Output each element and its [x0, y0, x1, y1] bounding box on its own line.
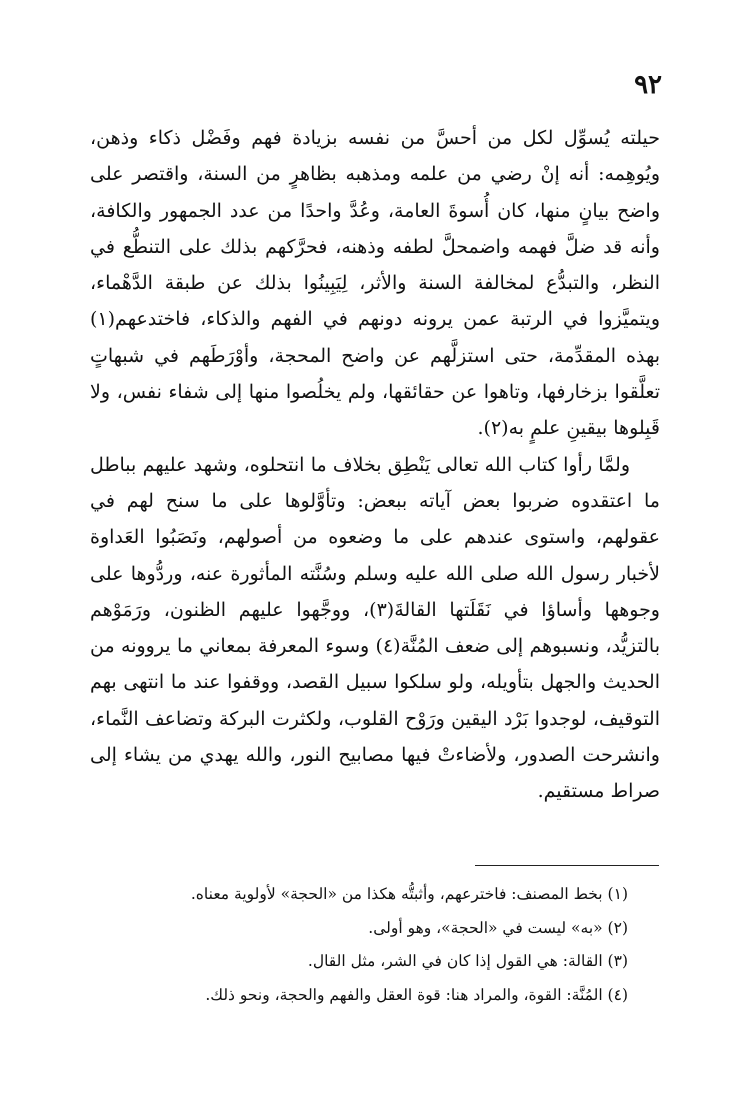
main-text	[90, 120, 660, 810]
footnote-4: (٤) المُنَّة: القوة، والمراد هنا: قوة العقل والفهم والحجة، ونحو ذلك.	[205, 985, 628, 1004]
footnote-1: (١) بخط المصنف: فاخترعهم، وأثبتُّه هكذا من «الحجة» لأولوية معناه.	[190, 885, 628, 903]
paragraph-2: ولمَّا رأوا كتاب الله تعالى يَنْطِق بخلاف ما انتحلوه، وشهد عليهم بباطل ما اعتقدوه ضربوا بعض آياته ببعض: وتأوَّلوها على ما سنح لهم في عقولهم، واستوى عندهم على ما وضعوه من أصولهم، ونَصَبُوا العَداوة لأخبار رسول الله صلى الله عليه وسلم وسُنَّته المأثورة عنه، وردُّوها على وجوهها وأساؤا في نَقَلَتها القالةَ(٣)، ووجَّهوا عليهم الظنون، ورَمَوْهم بالتزيُّد، ونسبوهم إلى ضعف المُنَّة(٤) وسوء المعرفة بمعاني ما يروونه من الحديث والجهل بتأويله، ولو سلكوا سبيل القصد، ووقفوا عند ما انتهى بهم التوقيف، لوجدوا بَرْد اليقين ورَوْح القلوب، ولكثرت البركة وتضاعف النَّماء، وانشرحت الصدور، ولأضاءتْ فيها مصابيح النور، والله يهدي من يشاء إلى صراط مستقيم.	[90, 453, 660, 803]
footnote-2: (٢) «به» ليست في «الحجة»، وهو أولى.	[368, 918, 628, 937]
page-number: ٩٢	[634, 70, 662, 100]
paragraph-1: حيلته يُسوِّل لكل من أحسَّ من نفسه بزيادة فهم وفَضْل ذكاء وذهن، ويُوهِمه: أنه إنْ رضي من علمه ومذهبه بظاهرٍ من السنة، واقتصر على واضح بيانٍ منها، كان أُسوةَ العامة، وعُدَّ واحدًا من عدد الجمهور والكافة، وأنه قد ضلَّ فهمه واضمحلَّ لطفه وذهنه، فحرَّكهم بذلك على التنطُّع في النظر، والتبدُّع لمخالفة السنة والأثر، لِيَبِينُوا بذلك عن طبقة الدَّهْماء، ويتميَّزوا في الرتبة عمن يرونه دونهم في الفهم والذكاء، فاختدعهم(١) بهذه المقدِّمة، حتى استزلَّهم عن واضح المحجة، وأوْرَطَهم في شبهاتٍ تعلَّقوا بزخارفها، وتاهوا عن حقائقها، ولم يخلُصوا منها إلى شفاء نفس، ولا قَبِلوها بيقينِ علمٍ به(٢).	[90, 127, 660, 440]
footnote-3: (٣) القالة: هي القول إذا كان في الشر، مثل القال.	[307, 952, 628, 970]
footnotes	[88, 878, 628, 1012]
footnote-separator	[475, 865, 659, 866]
